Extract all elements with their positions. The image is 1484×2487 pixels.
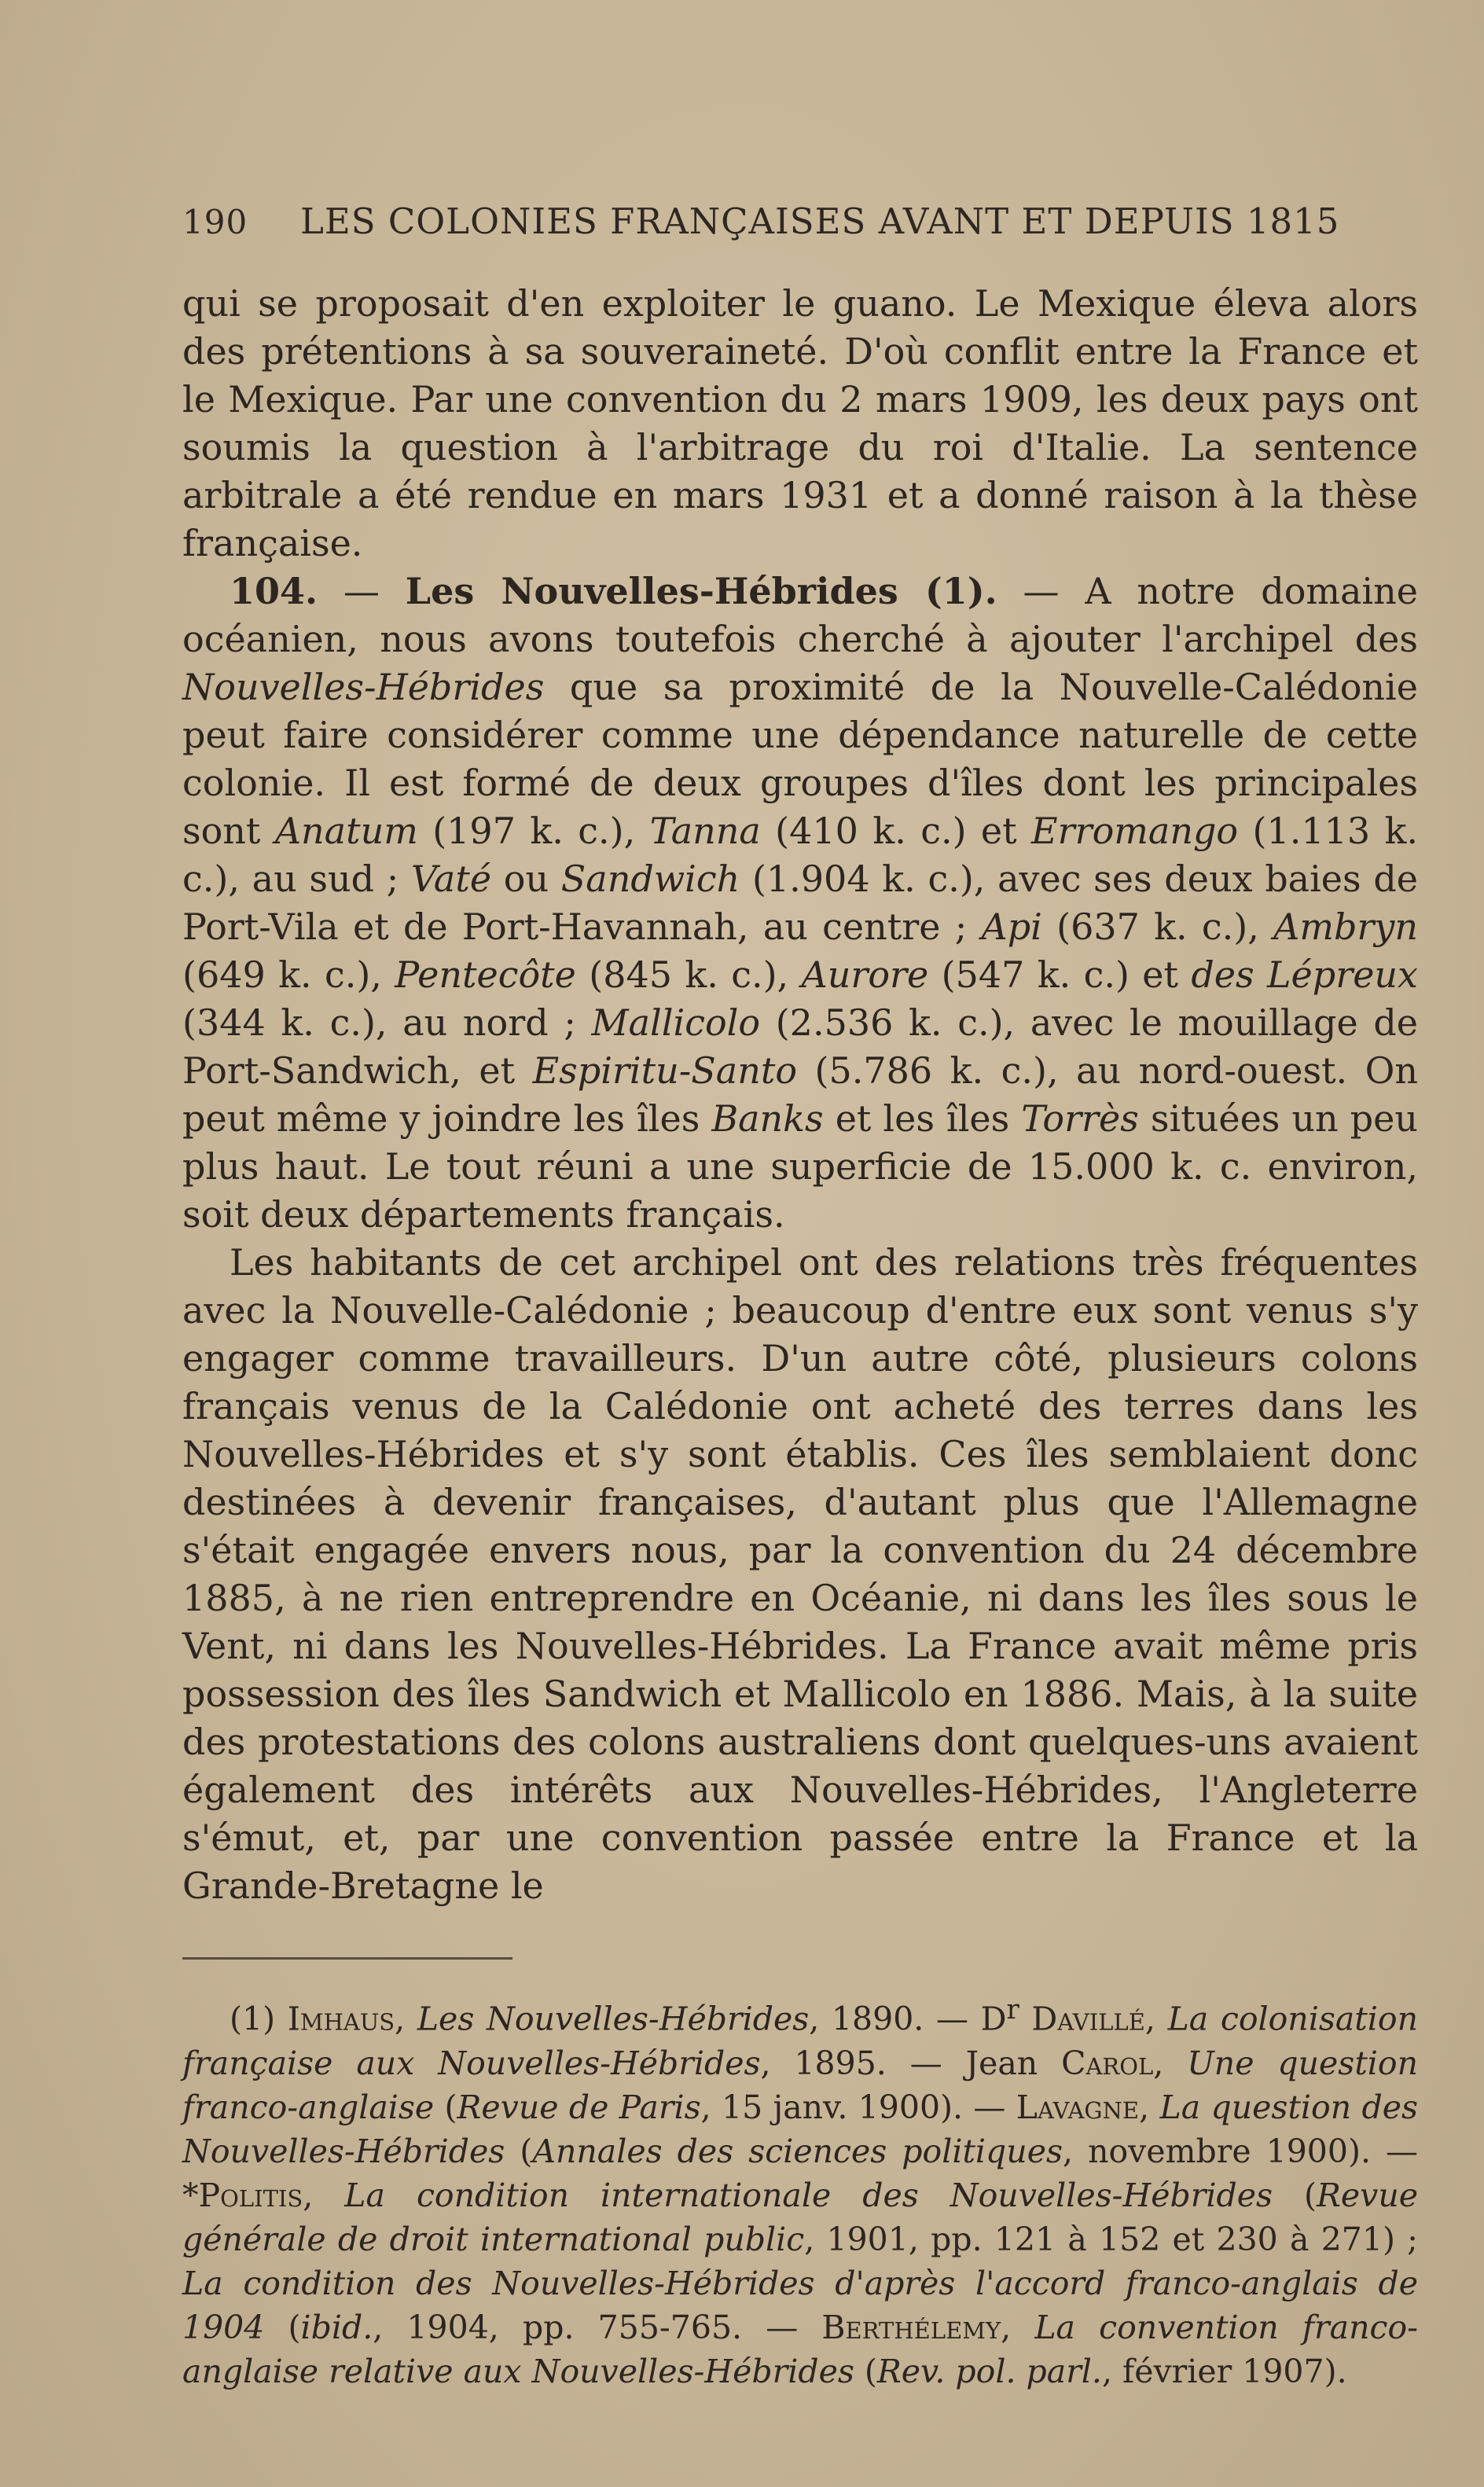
work-title: Les Nouvelles-Hébrides (417, 2000, 810, 2038)
place-name: Api (981, 906, 1042, 948)
place-name: Nouvelles-Hébrides (182, 666, 545, 708)
section-104-paragraph: 104. — Les Nouvelles-Hébrides (1). — A notre domaine océanien, nous avons toutefois cherché à ajouter l'archipel des Nouvelles-Hébrides que sa proximité de la Nouvelle-Calédonie peut faire considérer comme une dépendance naturelle de cette colonie. Il est formé de deux groupes d'îles dont les principales sont Anatum (197 k. c.), Tanna (410 k. c.) et Erromango (1.113 k. c.), au sud ; Vaté ou Sandwich (1.904 k. c.), avec ses deux baies de Port-Vila et de Port-Havannah, au centre ; Api (637 k. c.), Ambryn (649 k. c.), Pentecôte (845 k. c.), Aurore (547 k. c.) et des Lépreux (344 k. c.), au nord ; Mallicolo (2.536 k. c.), avec le mouillage de Port-Sandwich, et Espiritu-Santo (5.786 k. c.), au nord-ouest. On peut même y joindre les îles Banks et les îles Torrès situées un peu plus haut. Le tout réuni a une superficie de 15.000 k. c. environ, soit deux départements français. (182, 570, 1419, 1236)
journal-title: Rev. pol. parl. (876, 2352, 1102, 2390)
body-text (182, 280, 1418, 1910)
journal-title: Annales des sciences politiques (532, 2132, 1063, 2170)
book-page (182, 200, 1418, 2393)
journal-title: Revue de Paris (457, 2088, 701, 2126)
place-name: Tanna (649, 810, 761, 852)
place-name: Sandwich (560, 858, 740, 900)
place-name: Espiritu-Santo (532, 1049, 798, 1092)
work-title: La condition internationale des Nouvelles-Hébrides (344, 2176, 1273, 2214)
place-name: Erromango (1031, 810, 1239, 852)
place-name: Torrès (1021, 1097, 1139, 1140)
footnotes (182, 1988, 1418, 2393)
work-title: La colonisation française aux Nouvelles-Hébrides (182, 2000, 1418, 2082)
footnote-1: (1) Imhaus, Les Nouvelles-Hébrides, 1890. — $D^r$ Davillé, La colonisation française aux Nouvelles-Hébrides, 1895. — Jean Carol, Une question franco-anglaise (Revue de Paris, 15 janv. 1900). — Lavagne, La question des Nouvelles-Hébrides (Annales des sciences politiques, novembre 1900). — *Politis, La condition internationale des Nouvelles-Hébrides (Revue générale de droit international public, 1901, pp. 121 à 152 et 230 à 271) ; La condition des Nouvelles-Hébrides d'après l'accord franco-anglais de 1904 (ibid., 1904, pp. 755-765. — Berthélemy, La convention franco-anglaise relative aux Nouvelles-Hébrides (Rev. pol. parl., février 1907). (182, 1994, 1419, 2390)
running-title: LES COLONIES FRANÇAISES AVANT ET DEPUIS 1815 (300, 200, 1340, 242)
place-name: Vaté (410, 858, 492, 900)
author-name: Davillé (1019, 2000, 1145, 2038)
author-name: Lavagne (1016, 2088, 1140, 2126)
place-name: Aurore (801, 953, 929, 996)
page-number: 190 (182, 203, 248, 241)
journal-title: ibid. (300, 2308, 373, 2346)
place-name: Ambryn (1273, 906, 1418, 948)
work-title: La convention franco-anglaise relative aux Nouvelles-Hébrides (182, 2308, 1418, 2390)
place-name: Pentecôte (395, 953, 576, 996)
work-title: La condition des Nouvelles-Hébrides d'après l'accord franco-anglais de 1904 (182, 2264, 1418, 2346)
work-title: La question des Nouvelles-Hébrides (182, 2088, 1419, 2170)
paragraph-continuation: qui se proposait d'en exploiter le guano. Le Mexique éleva alors des prétentions à sa souveraineté. D'où conflit entre la France et le Mexique. Par une convention du 2 mars 1909, les deux pays ont soumis la question à l'arbitrage du roi d'Italie. La sentence arbitrale a été rendue en mars 1931 et a donné raison à la thèse française. (182, 282, 1418, 564)
author-name: Politis (198, 2176, 303, 2214)
author-name: Berthélemy (821, 2308, 1001, 2346)
paragraph-inhabitants: Les habitants de cet archipel ont des relations très fréquentes avec la Nouvelle-Calédonie ; beaucoup d'entre eux sont venus s'y engager comme travailleurs. D'un autre côté, plusieurs colons français venus de la Calédonie ont acheté des terres dans les Nouvelles-Hébrides et s'y sont établis. Ces îles semblaient donc destinées à devenir françaises, d'autant plus que l'Allemagne s'était engagée envers nous, par la convention du 24 décembre 1885, à ne rien entreprendre en Océanie, ni dans les îles sous le Vent, ni dans les Nouvelles-Hébrides. La France avait même pris possession des îles Sandwich et Mallicolo en 1886. Mais, à la suite des protestations des colons australiens dont quelques-uns avaient également des intérêts aux Nouvelles-Hébrides, l'Angleterre s'émut, et, par une convention passée entre la France et la Grande-Bretagne le (182, 1241, 1418, 1907)
footnote-divider (182, 1957, 512, 1960)
place-name: Banks (711, 1097, 824, 1140)
place-name: Mallicolo (591, 1001, 761, 1044)
journal-title: Revue générale de droit international public (182, 2176, 1418, 2258)
author-name: Imhaus (287, 2000, 395, 2038)
running-head (182, 200, 1418, 242)
section-number: 104. (230, 570, 318, 612)
place-name: Anatum (274, 810, 418, 852)
author-name: Carol (1061, 2044, 1154, 2082)
place-name: des Lépreux (1191, 953, 1418, 996)
work-title: Une question franco-anglaise (182, 2044, 1418, 2126)
section-title: Les Nouvelles-Hébrides (1). (405, 570, 997, 612)
